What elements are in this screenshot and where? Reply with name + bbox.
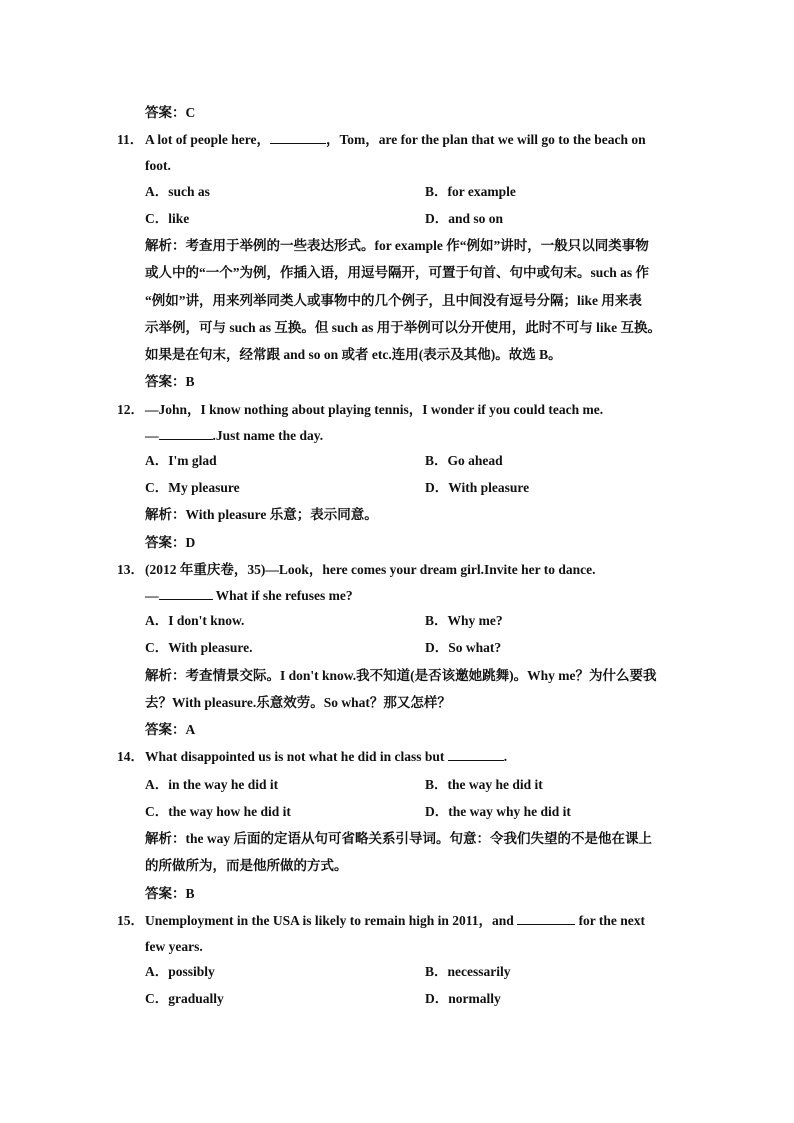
q11-stem-line2: foot.: [145, 158, 171, 173]
q15-stem-line1: [145, 912, 645, 930]
q13-number: 13．: [117, 562, 144, 577]
q13-stem-part2: What if she refuses me?: [212, 588, 353, 603]
q11-option-a: A．such as: [145, 184, 210, 199]
q11-explanation-line3: “例如”讲，用来列举同类人或事物中的几个例子，且中间没有逗号分隔；like 用来表: [145, 293, 642, 308]
q14-option-d: D．the way why he did it: [425, 804, 571, 819]
q12-option-c: C．My pleasure: [145, 480, 240, 495]
q15-blank: [517, 912, 575, 925]
q11-explanation-line5: 如果是在句末，经常跟 and so on 或者 etc.连用(表示及其他)。故选 B。: [145, 347, 562, 362]
q13-answer: 答案：A: [145, 722, 196, 737]
q15-stem-line2: few years.: [145, 939, 203, 954]
q11-explanation-line4: 示举例，可与 such as 互换。但 such as 用于举例可以分开使用，此时不可与 like 互换。: [145, 320, 662, 335]
q12-stem-line2: [145, 427, 323, 445]
q14-stem-part1: What disappointed us is not what he did in class but: [145, 749, 448, 764]
q14-option-b: B．the way he did it: [425, 777, 543, 792]
q11-option-d: D．and so on: [425, 211, 504, 226]
q14-blank: [448, 748, 504, 761]
q11-stem-part2: ，Tom，are for the plan that we will go to the beach on: [326, 132, 646, 147]
q15-stem-part2: for the next: [575, 913, 646, 928]
q15-option-b: B．necessarily: [425, 964, 511, 979]
q12-dash: —: [145, 428, 159, 443]
q13-explanation-line2: 去？With pleasure.乐意效劳。So what？那又怎样？: [145, 695, 451, 710]
q15-option-c: C．gradually: [145, 991, 224, 1006]
q12-option-a: A．I'm glad: [145, 453, 217, 468]
q13-option-b: B．Why me?: [425, 613, 503, 628]
q15-option-a: A．possibly: [145, 964, 215, 979]
q11-blank: [270, 131, 326, 144]
q13-stem-line2: [145, 587, 353, 605]
q12-answer: 答案：D: [145, 535, 196, 550]
q14-explanation-line2: 的所做所为，而是他所做的方式。: [145, 858, 348, 873]
q12-explanation-line1: 解析：With pleasure 乐意；表示同意。: [145, 507, 378, 522]
q11-explanation-line1: 解析：考查用于举例的一些表达形式。for example 作“例如”讲时，一般只以同类事物: [145, 238, 649, 253]
q12-number: 12．: [117, 402, 144, 417]
q12-blank: [159, 427, 213, 440]
q13-blank: [159, 587, 213, 600]
q12-stem-part2: .Just name the day.: [212, 428, 324, 443]
q15-option-d: D．normally: [425, 991, 501, 1006]
q10-answer: 答案：C: [145, 105, 196, 120]
q13-option-c: C．With pleasure.: [145, 640, 253, 655]
q13-stem-line1: (2012 年重庆卷，35)—Look，here comes your dream girl.Invite her to dance.: [145, 562, 596, 577]
q14-explanation-line1: 解析：the way 后面的定语从句可省略关系引导词。句意：令我们失望的不是他在课上: [145, 831, 652, 846]
q12-option-b: B．Go ahead: [425, 453, 503, 468]
q14-stem-line1: [145, 748, 507, 766]
q14-stem-part2: .: [503, 749, 508, 764]
q11-option-c: C．like: [145, 211, 190, 226]
q11-stem-line1: [145, 131, 646, 149]
q14-option-a: A．in the way he did it: [145, 777, 279, 792]
q13-explanation-line1: 解析：考查情景交际。I don't know.我不知道(是否该邀她跳舞)。Why me？为什么要我: [145, 668, 657, 683]
q14-number: 14．: [117, 749, 144, 764]
q15-stem-part1: Unemployment in the USA is likely to remain high in 2011，and: [145, 913, 518, 928]
q14-option-c: C．the way how he did it: [145, 804, 291, 819]
q11-option-b: B．for example: [425, 184, 516, 199]
q11-answer: 答案：B: [145, 374, 195, 389]
q15-number: 15．: [117, 913, 144, 928]
q12-option-d: D．With pleasure: [425, 480, 530, 495]
q13-option-d: D．So what?: [425, 640, 502, 655]
q11-explanation-line2: 或人中的“一个”为例，作插入语，用逗号隔开，可置于句首、句中或句末。such as 作: [145, 265, 650, 280]
q12-stem-line1: —John，I know nothing about playing tennis，I wonder if you could teach me.: [145, 402, 604, 417]
q14-answer: 答案：B: [145, 886, 195, 901]
q13-option-a: A．I don't know.: [145, 613, 245, 628]
q11-stem-part1: A lot of people here，: [145, 132, 270, 147]
q11-number: 11．: [117, 132, 144, 147]
q13-dash: —: [145, 588, 159, 603]
